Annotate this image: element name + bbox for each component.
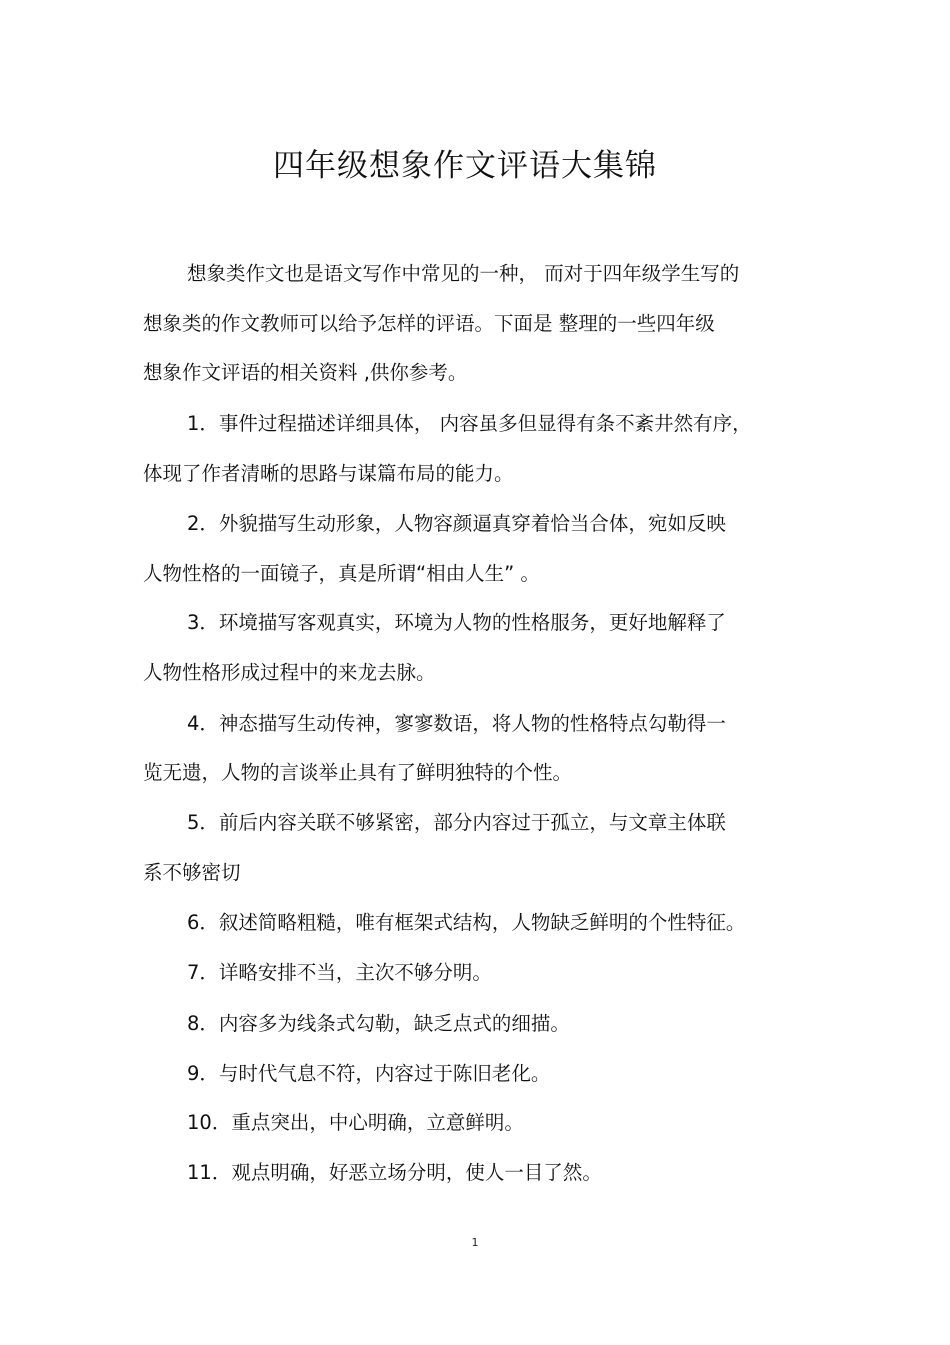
paragraph-line: 想象类的作文教师可以给予怎样的评语。下面是 整理的一些四年级 (143, 312, 715, 335)
page-number: 1 (471, 1236, 479, 1249)
list-item-line: 8．内容多为线条式勾勒，缺乏点式的细描。 (187, 1012, 570, 1035)
list-item-line: 11．观点明确，好恶立场分明，使人一目了然。 (187, 1161, 602, 1184)
list-item-line: 10．重点突出，中心明确，立意鲜明。 (187, 1111, 524, 1134)
list-item-line: 4．神态描写生动传神，寥寥数语，将人物的性格特点勾勒得一 (187, 712, 726, 735)
document-title: 四年级想象作文评语大集锦 (273, 148, 657, 184)
list-item-line: 3．环境描写客观真实，环境为人物的性格服务，更好地解释了 (187, 611, 726, 634)
list-item-line: 6．叙述简略粗糙，唯有框架式结构，人物缺乏鲜明的个性特征。 (187, 911, 746, 934)
list-item-line: 系不够密切 (143, 861, 241, 884)
list-item-line: 9．与时代气息不符，内容过于陈旧老化。 (187, 1062, 551, 1085)
list-item-line: 人物性格的一面镜子，真是所谓“相由人生” 。 (143, 562, 540, 585)
list-item-line: 7．详略安排不当，主次不够分明。 (187, 961, 492, 984)
list-item-line: 览无遗，人物的言谈举止具有了鲜明独特的个性。 (143, 761, 573, 784)
list-item-line: 体现了作者清晰的思路与谋篇布局的能力。 (143, 462, 514, 485)
list-item-line: 人物性格形成过程中的来龙去脉。 (143, 661, 436, 684)
list-item-line: 2．外貌描写生动形象，人物容颜逼真穿着恰当合体，宛如反映 (187, 512, 726, 535)
list-item-line: 5．前后内容关联不够紧密，部分内容过于孤立，与文章主体联 (187, 811, 726, 834)
paragraph-line: 想象作文评语的相关资料 ,供你参考。 (143, 361, 468, 384)
list-item-line: 1．事件过程描述详细具体， 内容虽多但显得有条不紊井然有序， (187, 412, 752, 435)
paragraph-line: 想象类作文也是语文写作中常见的一种， 而对于四年级学生写的 (187, 262, 740, 285)
